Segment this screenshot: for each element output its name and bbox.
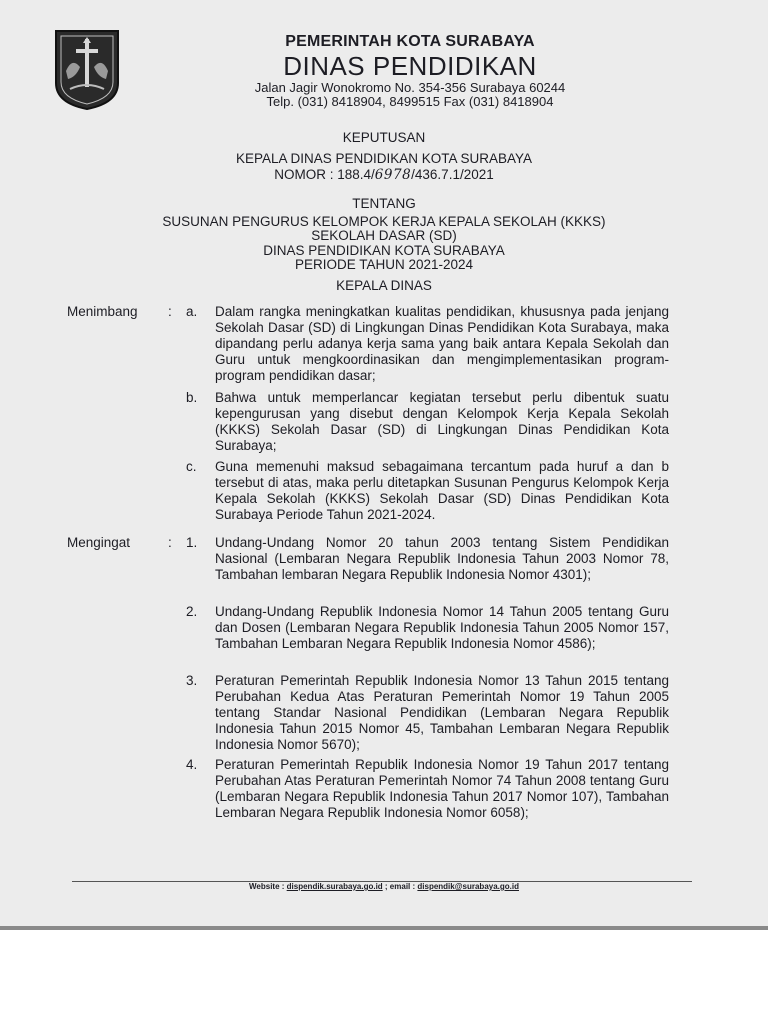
recalling-item-marker: 4. <box>186 757 198 772</box>
handwritten-number: 6978 <box>374 167 412 183</box>
considering-item-text: Bahwa untuk memperlancar kegiatan tersebut perlu dibentuk suatu kepengurusan yang disebut dengan Kelompok Kerja Kepala Sekolah (KKKS) Sekolah Dasar (SD) di Lingkungan Dinas Pendidikan Kota Surabaya; <box>215 390 669 453</box>
footer-contact: Website : dispendik.surabaya.go.id ; email : dispendik@surabaya.go.id <box>249 882 519 891</box>
considering-label: Menimbang <box>67 304 138 319</box>
considering-item-marker: c. <box>186 459 197 474</box>
city-crest-logo <box>52 27 122 111</box>
considering-colon: : <box>168 304 172 319</box>
considering-item-marker: a. <box>186 304 198 319</box>
department-name: DINAS PENDIDIKAN <box>283 51 537 81</box>
decree-issuer: KEPALA DINAS PENDIDIKAN KOTA SURABAYA <box>235 151 533 166</box>
subject-line: DINAS PENDIDIKAN KOTA SURABAYA <box>263 243 505 258</box>
recalling-item-text: Undang-Undang Nomor 20 tahun 2003 tentang Sistem Pendidikan Nasional (Lembaran Negara Republik Indonesia Tahun 2003 Nomor 78, Tambahan lembaran Negara Republik Indonesia Nomor 4301); <box>215 535 669 582</box>
decree-heading: KEPUTUSAN <box>342 130 426 145</box>
recalling-item-text: Undang-Undang Republik Indonesia Nomor 14 Tahun 2005 tentang Guru dan Dosen (Lembaran Negara Republik Indonesia Tahun 2005 Nomor 157, Tambahan Lembaran Negara Republik Indonesia Nomor 4586); <box>215 604 669 651</box>
subject-line: SEKOLAH DASAR (SD) <box>311 228 457 243</box>
subject-line: PERIODE TAHUN 2021-2024 <box>294 257 474 272</box>
considering-item-marker: b. <box>186 390 198 405</box>
recalling-colon: : <box>168 535 172 550</box>
recalling-item-marker: 1. <box>186 535 198 550</box>
government-name: PEMERINTAH KOTA SURABAYA <box>285 33 535 50</box>
recalling-item-marker: 3. <box>186 673 198 688</box>
blank-area <box>0 930 768 1024</box>
recalling-item-marker: 2. <box>186 604 198 619</box>
department-phone: Telp. (031) 8418904, 8499515 Fax (031) 8418904 <box>266 94 554 109</box>
recalling-item-text: Peraturan Pemerintah Republik Indonesia Nomor 19 Tahun 2017 tentang Perubahan Atas Peraturan Pemerintah Nomor 74 Tahun 2008 tentang Guru (Lembaran Negara Republik Indonesia Tahun 2017 Nomor 107), Tambahan Lembaran Negara Republik Indonesia Nomor 6058); <box>215 757 669 820</box>
recalling-item-text: Peraturan Pemerintah Republik Indonesia Nomor 13 Tahun 2015 tentang Perubahan Kedua Atas Peraturan Pemerintah Nomor 19 Tahun 2005 tentang Standar Nasional Pendidikan (Lembaran Negara Republik Indonesia Tahun 2015 Nomor 45, Tambahan Lembaran Negara Republik Indonesia Nomor 5670); <box>215 673 669 752</box>
website-link[interactable]: dispendik.surabaya.go.id <box>286 882 383 891</box>
considering-item-text: Dalam rangka meningkatkan kualitas pendidikan, khususnya pada jenjang Sekolah Dasar (SD) di Lingkungan Dinas Pendidikan Kota Surabaya, maka dipandang perlu adanya kerja sama yang baik antara Kepala Sekolah dan Guru untuk mengkoordinasikan dan mengimplementasikan program-program pendidikan dasar; <box>215 304 669 383</box>
subject-line: SUSUNAN PENGURUS KELOMPOK KERJA KEPALA SEKOLAH (KKKS) <box>162 214 606 229</box>
recalling-label: Mengingat <box>67 535 131 550</box>
department-address: Jalan Jagir Wonokromo No. 354-356 Surabaya 60244 <box>254 80 566 95</box>
signatory-title: KEPALA DINAS <box>336 278 432 293</box>
email-link[interactable]: dispendik@surabaya.go.id <box>417 882 519 891</box>
about-label: TENTANG <box>352 196 416 211</box>
decree-number: NOMOR : 188.4/6978/436.7.1/2021 <box>274 167 494 183</box>
considering-item-text: Guna memenuhi maksud sebagaimana tercantum pada huruf a dan b tersebut di atas, maka perlu ditetapkan Susunan Pengurus Kelompok Kerja Kepala Sekolah (KKKS) Sekolah Dasar (SD) Dinas Pendidikan Kota Surabaya Periode Tahun 2021-2024. <box>215 459 669 522</box>
